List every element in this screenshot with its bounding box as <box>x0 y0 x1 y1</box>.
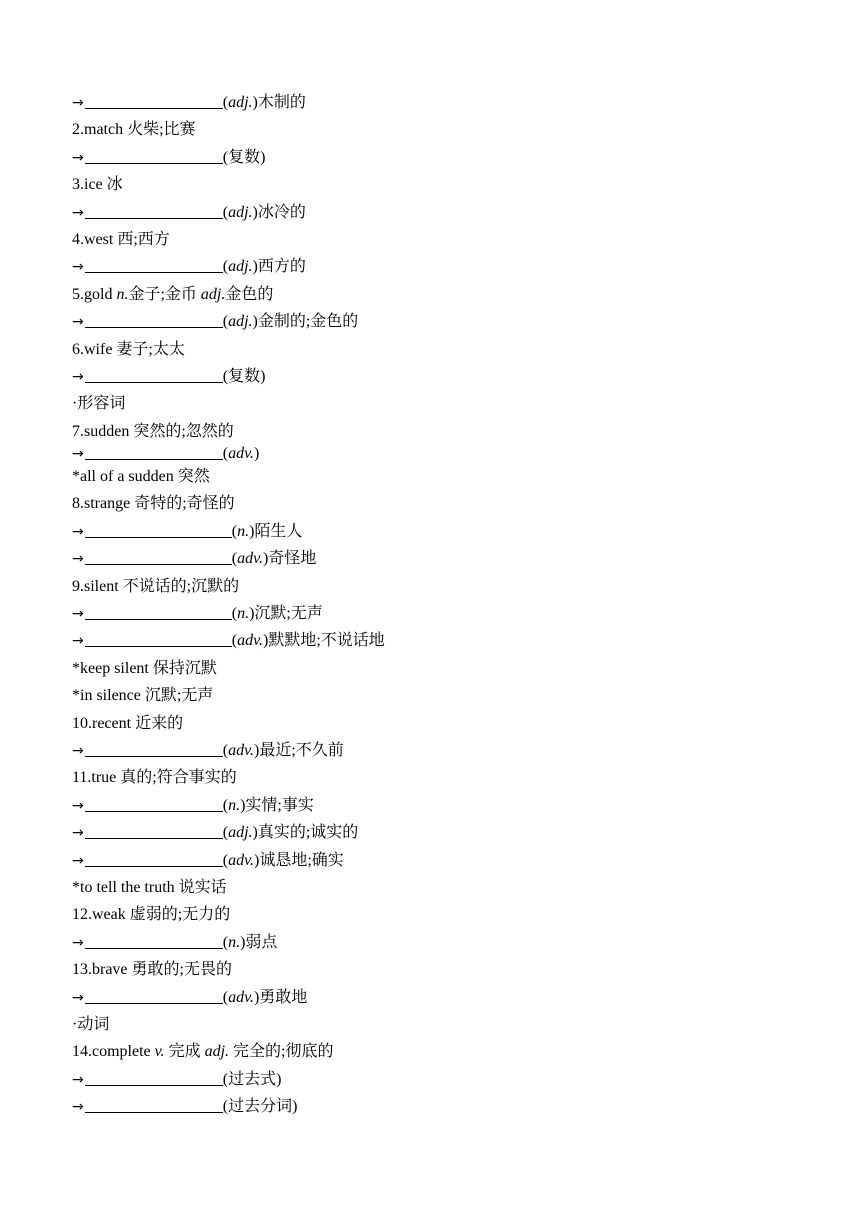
paren: ) <box>252 258 258 276</box>
part-of-speech: adj. <box>228 203 253 221</box>
fill-in-line <box>72 984 832 1011</box>
entry-line <box>72 390 832 417</box>
fill-in-line <box>72 545 832 572</box>
arrow-icon: → <box>72 742 84 759</box>
answer-blank[interactable] <box>85 865 223 867</box>
arrow-icon: → <box>72 797 84 814</box>
entry-text: 13.brave 勇敢的;无畏的 <box>72 961 232 979</box>
fill-in-line <box>72 929 832 956</box>
fill-in-line <box>72 363 832 390</box>
paren: ) <box>249 605 255 623</box>
part-of-speech: adj. <box>228 94 253 111</box>
paren: ( <box>222 203 229 221</box>
part-of-speech: adv. <box>228 988 254 1006</box>
arrow-icon: → <box>72 606 84 623</box>
entry-line <box>72 1011 832 1038</box>
worksheet-body <box>72 89 832 1120</box>
entry-line <box>72 463 832 490</box>
entry-text: *in silence 沉默;无声 <box>72 687 214 705</box>
paren: ( <box>231 632 238 650</box>
entry-text: *all of a sudden 突然 <box>72 468 210 486</box>
part-of-speech: adj. <box>200 285 226 303</box>
hint-meaning: 奇怪地 <box>268 550 317 568</box>
hint-meaning: (过去式) <box>222 1070 282 1088</box>
entry-text: 12.weak 虚弱的;无力的 <box>72 906 231 924</box>
arrow-icon: → <box>72 204 84 221</box>
entry-text: *keep silent 保持沉默 <box>72 659 217 677</box>
entry-text: ·动词 <box>72 1015 110 1033</box>
entry-text: 7.sudden 突然的;忽然的 <box>72 422 234 440</box>
entry-line <box>72 171 832 198</box>
paren: ( <box>222 796 229 814</box>
arrow-icon: → <box>72 446 84 463</box>
fill-in-line <box>72 253 832 280</box>
part-of-speech: adj. <box>228 313 253 331</box>
entry-line <box>72 116 832 143</box>
arrow-icon: → <box>72 852 84 869</box>
fill-in-line <box>72 199 832 226</box>
arrow-icon: → <box>72 95 84 111</box>
paren: ( <box>222 741 229 759</box>
paren: ( <box>222 258 229 276</box>
hint-meaning: 陌生人 <box>254 522 303 540</box>
hint-meaning: 木制的 <box>257 94 306 111</box>
answer-blank[interactable] <box>85 458 223 460</box>
part-of-speech: n. <box>228 933 241 951</box>
arrow-icon: → <box>72 633 84 650</box>
entry-text: 8.strange 奇特的;奇怪的 <box>72 495 235 513</box>
answer-blank[interactable] <box>85 1002 223 1004</box>
fill-in-line <box>72 627 832 654</box>
fill-in-line <box>72 518 832 545</box>
part-of-speech: adv. <box>228 445 254 463</box>
entry-line <box>72 418 832 445</box>
arrow-icon: → <box>72 523 84 540</box>
entry-line <box>72 710 832 737</box>
part-of-speech: adv. <box>237 632 263 650</box>
entry-line <box>72 226 832 253</box>
answer-blank[interactable] <box>85 563 232 565</box>
entry-line <box>72 490 832 517</box>
paren: ) <box>262 632 269 650</box>
paren: ) <box>240 933 246 951</box>
entry-text: 6.wife 妻子;太太 <box>72 340 185 358</box>
answer-blank[interactable] <box>85 1084 223 1086</box>
fill-in-line <box>72 819 832 846</box>
paren: ) <box>253 445 260 463</box>
fill-in-line <box>72 847 832 874</box>
hint-meaning: (复数) <box>222 367 266 385</box>
paren: ( <box>222 313 229 331</box>
entry-text: 11.true 真的;符合事实的 <box>72 769 237 787</box>
arrow-icon: → <box>72 934 84 951</box>
answer-blank[interactable] <box>85 107 223 109</box>
paren: ) <box>253 851 260 869</box>
hint-meaning: 诚恳地;确实 <box>259 851 344 869</box>
entry-text: 9.silent 不说话的;沉默的 <box>72 577 240 595</box>
arrow-icon: → <box>72 1099 84 1116</box>
answer-blank[interactable] <box>85 810 223 812</box>
arrow-icon: → <box>72 149 84 166</box>
entry-line <box>72 573 832 600</box>
part-of-speech: v. <box>154 1043 165 1061</box>
entry-line <box>72 281 832 308</box>
paren: ) <box>249 522 255 540</box>
hint-meaning: 西方的 <box>257 258 306 276</box>
hint-meaning: 默默地;不说话地 <box>268 632 385 650</box>
paren: ) <box>252 313 258 331</box>
hint-meaning: (过去分词) <box>222 1098 298 1116</box>
hint-meaning: 实情;事实 <box>245 796 314 814</box>
entry-line <box>72 764 832 791</box>
arrow-icon: → <box>72 551 84 568</box>
arrow-icon: → <box>72 368 84 385</box>
part-of-speech: adv. <box>228 851 254 869</box>
entry-line <box>72 901 832 928</box>
part-of-speech: adv. <box>237 550 263 568</box>
answer-blank[interactable] <box>85 217 223 219</box>
paren: ( <box>222 933 229 951</box>
paren: ) <box>240 796 246 814</box>
part-of-speech: adv. <box>228 741 254 759</box>
paren: ) <box>252 203 258 221</box>
arrow-icon: → <box>72 314 84 331</box>
hint-meaning: 最近;不久前 <box>259 741 344 759</box>
entry-text: 10.recent 近来的 <box>72 714 184 732</box>
paren: ( <box>231 550 238 568</box>
hint-meaning: 冰冷的 <box>257 203 306 221</box>
arrow-icon: → <box>72 825 84 842</box>
entry-line <box>72 874 832 901</box>
fill-in-line <box>72 308 832 335</box>
part-of-speech: n. <box>228 796 241 814</box>
part-of-speech: adj. <box>228 258 253 276</box>
entry-line <box>72 336 832 363</box>
answer-blank[interactable] <box>85 947 223 949</box>
paren: ( <box>222 851 229 869</box>
answer-blank[interactable] <box>85 381 223 383</box>
fill-in-line <box>72 1066 832 1093</box>
paren: ( <box>231 605 238 623</box>
part-of-speech: n. <box>237 522 250 540</box>
entry-meaning: 金色的 <box>225 285 274 303</box>
entry-text: ·形容词 <box>72 395 126 413</box>
paren: ) <box>262 550 269 568</box>
fill-in-line <box>72 737 832 764</box>
fill-in-line <box>72 600 832 627</box>
paren: ) <box>253 988 260 1006</box>
fill-in-line <box>72 445 832 463</box>
entry-head: 14.complete <box>72 1043 155 1061</box>
hint-meaning: 金制的;金色的 <box>257 313 359 331</box>
paren: ) <box>252 94 258 111</box>
entry-text: 3.ice 冰 <box>72 176 123 194</box>
paren: ( <box>231 522 238 540</box>
entry-line <box>72 1038 832 1065</box>
part-of-speech: adj. <box>228 824 253 842</box>
answer-blank[interactable] <box>85 536 232 538</box>
hint-meaning: 勇敢地 <box>259 988 308 1006</box>
entry-meaning: 完成 <box>164 1043 205 1061</box>
paren: ( <box>222 94 229 111</box>
answer-blank[interactable] <box>85 837 223 839</box>
answer-blank[interactable] <box>85 1111 223 1113</box>
entry-meaning: 完全的;彻底的 <box>229 1043 334 1061</box>
entry-text: 2.match 火柴;比赛 <box>72 121 196 139</box>
entry-meaning: 金子;金币 <box>128 285 201 303</box>
entry-head: 5.gold <box>72 285 117 303</box>
part-of-speech: n. <box>116 285 129 303</box>
answer-blank[interactable] <box>85 618 232 620</box>
answer-blank[interactable] <box>85 326 223 328</box>
arrow-icon: → <box>72 259 84 276</box>
fill-in-line <box>72 792 832 819</box>
arrow-icon: → <box>72 989 84 1006</box>
hint-meaning: (复数) <box>222 148 266 166</box>
fill-in-line <box>72 144 832 171</box>
answer-blank[interactable] <box>85 755 223 757</box>
entry-text: 4.west 西;西方 <box>72 230 170 248</box>
hint-meaning: 弱点 <box>245 933 278 951</box>
paren: ( <box>222 988 229 1006</box>
answer-blank[interactable] <box>85 271 223 273</box>
answer-blank[interactable] <box>85 645 232 647</box>
part-of-speech: adj. <box>204 1043 230 1061</box>
arrow-icon: → <box>72 1071 84 1088</box>
entry-line <box>72 655 832 682</box>
fill-in-line <box>72 89 832 116</box>
answer-blank[interactable] <box>85 162 223 164</box>
entry-text: *to tell the truth 说实话 <box>72 878 227 896</box>
paren: ) <box>252 824 258 842</box>
entry-line <box>72 956 832 983</box>
entry-line <box>72 682 832 709</box>
hint-meaning: 真实的;诚实的 <box>257 824 359 842</box>
part-of-speech: n. <box>237 605 250 623</box>
fill-in-line <box>72 1093 832 1120</box>
hint-meaning: 沉默;无声 <box>254 605 323 623</box>
paren: ) <box>253 741 260 759</box>
paren: ( <box>222 445 229 463</box>
paren: ( <box>222 824 229 842</box>
